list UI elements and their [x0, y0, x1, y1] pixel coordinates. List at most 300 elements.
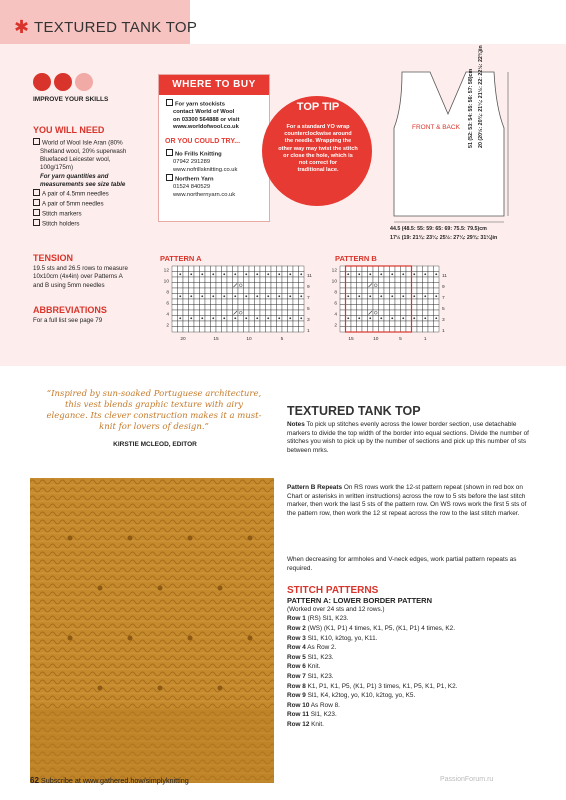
- chart-cell: [277, 310, 283, 316]
- row-text: Sl1, K23.: [305, 653, 334, 661]
- purl-dot: [402, 317, 404, 319]
- chart-cell: [401, 299, 407, 305]
- chart-row-label: 2: [166, 323, 169, 329]
- chart-cell: [299, 305, 305, 311]
- purl-dot: [358, 317, 360, 319]
- chart-cell: [340, 327, 346, 333]
- purl-dot: [212, 273, 214, 275]
- quote-author: KIRSTIE MCLEOD, EDITOR: [113, 441, 197, 448]
- tip-line: not correct for: [298, 160, 338, 167]
- chart-cell: [384, 305, 390, 311]
- chart-cell: [222, 321, 228, 327]
- row-text: Knit.: [305, 663, 321, 671]
- chart-row-label: 12: [331, 268, 337, 274]
- purl-dot: [201, 317, 203, 319]
- chart-cell: [255, 283, 261, 289]
- pattern-b-chart: [328, 264, 464, 346]
- chart-cell: [346, 266, 352, 272]
- skill-dot-icon: [33, 73, 51, 91]
- chart-cell: [282, 305, 288, 311]
- chart-cell: [401, 305, 407, 311]
- chart-cell: [227, 310, 233, 316]
- row-text: (WS) (K1, P1) 4 times, K1, P5, (K1, P1) 4 times, K2.: [305, 625, 455, 632]
- chart-cell: [233, 327, 239, 333]
- chart-cell: [172, 266, 178, 272]
- chart-cell: [340, 310, 346, 316]
- chart-cell: [384, 283, 390, 289]
- materials-note: measurements see size table: [40, 180, 126, 188]
- chart-cell: [401, 277, 407, 283]
- chart-cell: [379, 321, 385, 327]
- row-instruction: [287, 634, 537, 644]
- chart-cell: [238, 321, 244, 327]
- purl-dot: [267, 295, 269, 297]
- shop-web: www.northernyarn.co.uk: [173, 191, 236, 198]
- chart-cell: [244, 310, 250, 316]
- chart-cell: [227, 316, 233, 322]
- chart-cell: [189, 266, 195, 272]
- purl-dot: [413, 273, 415, 275]
- chart-cell: [271, 321, 277, 327]
- chart-cell: [255, 327, 261, 333]
- chart-cell: [357, 299, 363, 305]
- pattern-a-chart: [160, 264, 310, 346]
- chart-cell: [244, 305, 250, 311]
- purl-dot: [190, 273, 192, 275]
- chart-cell: [266, 305, 272, 311]
- row-instruction: [287, 643, 537, 653]
- chart-cell: [417, 272, 423, 278]
- chart-cell: [299, 277, 305, 283]
- chart-row-label: 6: [166, 301, 169, 307]
- abbreviations: [33, 305, 158, 325]
- chart-cell: [346, 288, 352, 294]
- chart-cell: [362, 327, 368, 333]
- chart-cell: [423, 277, 429, 283]
- chart-cell: [172, 277, 178, 283]
- chart-cell: [249, 327, 255, 333]
- shop-web: www.nofrillsknitting.co.uk: [173, 166, 238, 173]
- chart-cell: [434, 299, 440, 305]
- pattern-a-sub: (Worked over 24 sts and 12 rows.): [287, 606, 385, 613]
- chart-cell: [340, 316, 346, 322]
- chart-cell: [194, 305, 200, 311]
- skill-dot-icon: [54, 73, 72, 91]
- chart-cell: [412, 277, 418, 283]
- chart-cell: [423, 288, 429, 294]
- chart-cell: [260, 294, 266, 300]
- purl-dot: [435, 317, 437, 319]
- chart-cell: [205, 305, 211, 311]
- row-text: Sl1, K4, k2tog, yo, K10, k2tog, yo, K5.: [305, 692, 416, 700]
- chart-cell: [406, 283, 412, 289]
- chart-cell: [406, 294, 412, 300]
- materials-line: World of Wool Isle Aran (80%: [33, 138, 158, 148]
- chart-cell: [293, 294, 299, 300]
- row-instruction: [287, 614, 537, 624]
- purl-dot: [300, 317, 302, 319]
- purl-dot: [212, 295, 214, 297]
- chart-cell: [395, 299, 401, 305]
- chart-cell: [282, 310, 288, 316]
- purl-dot: [369, 273, 371, 275]
- chart-cell: [172, 299, 178, 305]
- chart-cell: [390, 266, 396, 272]
- chart-cell: [282, 272, 288, 278]
- chart-cell: [227, 327, 233, 333]
- chart-cell: [183, 283, 189, 289]
- tension: [33, 253, 158, 290]
- chart-cell: [227, 272, 233, 278]
- purl-dot: [245, 295, 247, 297]
- notes-text: To pick up stitches evenly across the lower border section, use detachable markers to divide the top width of the border into equal sections. Divide the number of stitches you wish to pick up by the number of sections and pick up this number of sts between mrks.: [287, 421, 529, 454]
- chart-cell: [395, 288, 401, 294]
- chart-cell: [194, 316, 200, 322]
- chart-cell: [216, 266, 222, 272]
- tip-line: or close the hole, which is: [283, 152, 353, 159]
- chart-cell: [178, 288, 184, 294]
- chart-cell: [299, 321, 305, 327]
- chart-cell: [194, 283, 200, 289]
- width-in: 17½ (19: 21¾: 23¼: 25½: 27¼: 29¾: 31¼)in: [390, 235, 498, 241]
- abbreviations-text: For a full list see page 79: [33, 317, 103, 324]
- asterisk-icon: ✱: [14, 17, 30, 37]
- chart-cell: [211, 283, 217, 289]
- chart-cell: [271, 299, 277, 305]
- chart-col-label: 15: [213, 337, 219, 342]
- purl-dot: [289, 295, 291, 297]
- chart-col-label: 10: [246, 337, 252, 342]
- chart-cell: [417, 310, 423, 316]
- chart-cell: [255, 288, 261, 294]
- decreasing-text: When decreasing for armholes and V-neck edges, work partial pattern repeats as required.: [287, 556, 517, 572]
- chart-cell: [373, 310, 379, 316]
- purl-dot: [201, 295, 203, 297]
- chart-cell: [244, 277, 250, 283]
- repeats-block: [287, 484, 537, 518]
- chart-cell: [362, 277, 368, 283]
- row-label: Row 6: [287, 663, 306, 671]
- chart-cell: [412, 266, 418, 272]
- chart-cell: [351, 310, 357, 316]
- chart-cell: [200, 305, 206, 311]
- repeats-text: On RS rows work the 12-st pattern repeat (shown in red box on Chart or asterisks in written instructions) across the row to 5 sts before the last stitch marker, then work the last 5 sts of the pattern row. On WS rows work the first 5 sts of the pattern row, then work the 12 st repeat across the row to the last stitch marker.: [287, 484, 527, 517]
- chart-cell: [406, 327, 412, 333]
- chart-cell: [205, 266, 211, 272]
- chart-cell: [373, 327, 379, 333]
- chart-cell: [194, 266, 200, 272]
- chart-cell: [238, 305, 244, 311]
- chart-cell: [351, 272, 357, 278]
- chart-cell: [346, 321, 352, 327]
- chart-cell: [384, 327, 390, 333]
- repeats-label: Pattern B Repeats: [287, 484, 343, 491]
- chart-cell: [368, 266, 374, 272]
- chart-cell: [211, 321, 217, 327]
- chart-cell: [434, 266, 440, 272]
- chart-cell: [238, 272, 244, 278]
- pattern-a-title: PATTERN A: [160, 254, 202, 263]
- purl-dot: [435, 295, 437, 297]
- chart-row-label: 10: [331, 279, 337, 285]
- purl-dot: [223, 295, 225, 297]
- chart-cell: [428, 321, 434, 327]
- tip-line: other way may twist the stitch: [278, 145, 358, 152]
- section-heading: YOU WILL NEED: [33, 125, 105, 135]
- chart-cell: [266, 310, 272, 316]
- chart-cell: [417, 316, 423, 322]
- knit-texture: [30, 478, 274, 783]
- row-instruction: [287, 662, 537, 672]
- purl-dot: [402, 295, 404, 297]
- chart-cell: [238, 283, 244, 289]
- chart-cell: [406, 321, 412, 327]
- chart-cell: [428, 299, 434, 305]
- chart-cell: [222, 283, 228, 289]
- chart-cell: [299, 266, 305, 272]
- chart-cell: [406, 299, 412, 305]
- chart-cell: [282, 299, 288, 305]
- chart-cell: [183, 272, 189, 278]
- chart-cell: [233, 321, 239, 327]
- chart-row-label: 11: [442, 274, 447, 279]
- purl-dot: [424, 273, 426, 275]
- chart-cell: [282, 277, 288, 283]
- chart-cell: [428, 266, 434, 272]
- row-label: Row 7: [287, 672, 306, 680]
- chart-cell: [384, 299, 390, 305]
- chart-cell: [346, 277, 352, 283]
- wtb-line: www.worldofwool.co.uk: [173, 124, 239, 130]
- chart-cell: [412, 299, 418, 305]
- chart-cell: [362, 272, 368, 278]
- chart-cell: [340, 266, 346, 272]
- chart-cell: [244, 283, 250, 289]
- purl-dot: [289, 273, 291, 275]
- chart-cell: [238, 327, 244, 333]
- chart-cell: [249, 277, 255, 283]
- chart-cell: [406, 272, 412, 278]
- chart-cell: [172, 305, 178, 311]
- chart-cell: [362, 299, 368, 305]
- chart-cell: [172, 294, 178, 300]
- row-instruction: [287, 701, 537, 711]
- purl-dot: [435, 273, 437, 275]
- section-heading: TENSION: [33, 253, 74, 263]
- chart-cell: [260, 283, 266, 289]
- chart-cell: [293, 305, 299, 311]
- purl-dot: [300, 295, 302, 297]
- chart-cell: [216, 272, 222, 278]
- stitch-patterns-heading: STITCH PATTERNS: [287, 585, 379, 596]
- chart-cell: [222, 277, 228, 283]
- chart-row-label: 7: [442, 296, 445, 301]
- main-title: [287, 404, 537, 418]
- chart-cell: [277, 299, 283, 305]
- row-label: Row 3: [287, 634, 306, 642]
- materials-note: For yarn quantities and: [40, 172, 109, 180]
- chart-cell: [266, 283, 272, 289]
- chart-cell: [271, 305, 277, 311]
- chart-cell: [428, 327, 434, 333]
- stitch-patterns: [287, 585, 537, 730]
- chart-cell: [357, 321, 363, 327]
- chart-cell: [351, 294, 357, 300]
- chart-cell: [390, 310, 396, 316]
- chart-cell: [183, 288, 189, 294]
- row-instruction: [287, 710, 537, 720]
- chart-cell: [346, 305, 352, 311]
- row-text: Sl1, K10, k2tog, yo, K11.: [305, 634, 378, 642]
- chart-cell: [211, 266, 217, 272]
- chart-cell: [260, 266, 266, 272]
- chart-cell: [249, 294, 255, 300]
- purl-dot: [245, 317, 247, 319]
- chart-col-label: 5: [399, 337, 402, 342]
- chart-cell: [384, 288, 390, 294]
- chart-cell: [282, 321, 288, 327]
- chart-cell: [222, 288, 228, 294]
- chart-cell: [178, 310, 184, 316]
- chart-cell: [412, 288, 418, 294]
- chart-cell: [249, 266, 255, 272]
- chart-cell: [222, 327, 228, 333]
- chart-cell: [260, 305, 266, 311]
- chart-cell: [428, 305, 434, 311]
- tip-line: the needle. Wrapping the: [284, 138, 352, 145]
- chart-cell: [260, 316, 266, 322]
- chart-cell: [227, 288, 233, 294]
- chart-cell: [362, 266, 368, 272]
- chart-row-label: 11: [307, 274, 312, 279]
- row-label: Row 10: [287, 701, 310, 709]
- tip-line: For a standard YO wrap: [286, 124, 350, 130]
- chart-cell: [183, 316, 189, 322]
- purl-dot: [245, 273, 247, 275]
- chart-cell: [434, 327, 440, 333]
- chart-cell: [244, 299, 250, 305]
- chart-cell: [227, 266, 233, 272]
- pattern-title: TEXTURED TANK TOP: [287, 404, 421, 418]
- chart-cell: [183, 305, 189, 311]
- chart-cell: [211, 327, 217, 333]
- purl-dot: [289, 317, 291, 319]
- chart-cell: [357, 283, 363, 289]
- chart-cell: [406, 316, 412, 322]
- chart-cell: [183, 266, 189, 272]
- chart-cell: [260, 327, 266, 333]
- chart-cell: [222, 299, 228, 305]
- chart-col-label: 10: [373, 337, 379, 342]
- purl-dot: [369, 295, 371, 297]
- chart-cell: [412, 310, 418, 316]
- chart-cell: [417, 305, 423, 311]
- purl-dot: [358, 273, 360, 275]
- purl-dot: [267, 273, 269, 275]
- chart-cell: [277, 327, 283, 333]
- chart-cell: [233, 277, 239, 283]
- chart-cell: [255, 310, 261, 316]
- chart-cell: [357, 277, 363, 283]
- chart-cell: [277, 288, 283, 294]
- chart-cell: [255, 277, 261, 283]
- chart-row-label: 1: [307, 329, 310, 334]
- chart-cell: [428, 310, 434, 316]
- purl-dot: [358, 295, 360, 297]
- chart-cell: [293, 310, 299, 316]
- chart-cell: [368, 305, 374, 311]
- chart-cell: [373, 316, 379, 322]
- chart-cell: [205, 294, 211, 300]
- chart-cell: [194, 272, 200, 278]
- chart-cell: [293, 272, 299, 278]
- tip-line: traditional lace.: [297, 167, 339, 174]
- purl-dot: [278, 317, 280, 319]
- purl-dot: [179, 295, 181, 297]
- chart-cell: [205, 277, 211, 283]
- chart-cell: [200, 283, 206, 289]
- chart-cell: [373, 305, 379, 311]
- chart-cell: [266, 299, 272, 305]
- chart-cell: [401, 310, 407, 316]
- chart-cell: [401, 288, 407, 294]
- schematic-label: FRONT & BACK: [412, 124, 460, 131]
- chart-row-label: 2: [334, 323, 337, 329]
- chart-cell: [417, 266, 423, 272]
- chart-cell: [379, 299, 385, 305]
- tension-line: 10x10cm (4x4in) over Patterns A: [33, 273, 123, 281]
- chart-cell: [271, 327, 277, 333]
- row-label: Row 2: [287, 625, 306, 632]
- you-will-need: [33, 125, 158, 228]
- chart-row-label: 6: [334, 301, 337, 307]
- chart-cell: [406, 277, 412, 283]
- chart-cell: [178, 283, 184, 289]
- chart-cell: [271, 266, 277, 272]
- chart-col-label: 20: [180, 337, 186, 342]
- row-label: Row 1: [287, 615, 306, 623]
- chart-cell: [178, 266, 184, 272]
- chart-cell: [200, 266, 206, 272]
- chart-cell: [260, 277, 266, 283]
- chart-cell: [351, 288, 357, 294]
- notes-block: [287, 421, 537, 455]
- chart-cell: [222, 310, 228, 316]
- section-heading: ABBREVIATIONS: [33, 305, 107, 315]
- chart-cell: [423, 266, 429, 272]
- chart-cell: [260, 321, 266, 327]
- chart-cell: [390, 288, 396, 294]
- chart-cell: [368, 277, 374, 283]
- purl-dot: [380, 295, 382, 297]
- materials-item: A pair of 4.5mm needles: [33, 189, 158, 199]
- chart-cell: [172, 310, 178, 316]
- chart-cell: [368, 321, 374, 327]
- chart-cell: [266, 288, 272, 294]
- shop-name: Northern Yarn: [166, 174, 268, 184]
- footer: [30, 776, 189, 785]
- chart-cell: [288, 327, 294, 333]
- chart-cell: [194, 288, 200, 294]
- chart-cell: [299, 299, 305, 305]
- chart-cell: [384, 310, 390, 316]
- chart-cell: [271, 277, 277, 283]
- chart-cell: [216, 283, 222, 289]
- chart-row-label: 4: [334, 312, 337, 318]
- chart-cell: [200, 299, 206, 305]
- purl-dot: [347, 317, 349, 319]
- chart-cell: [395, 294, 401, 300]
